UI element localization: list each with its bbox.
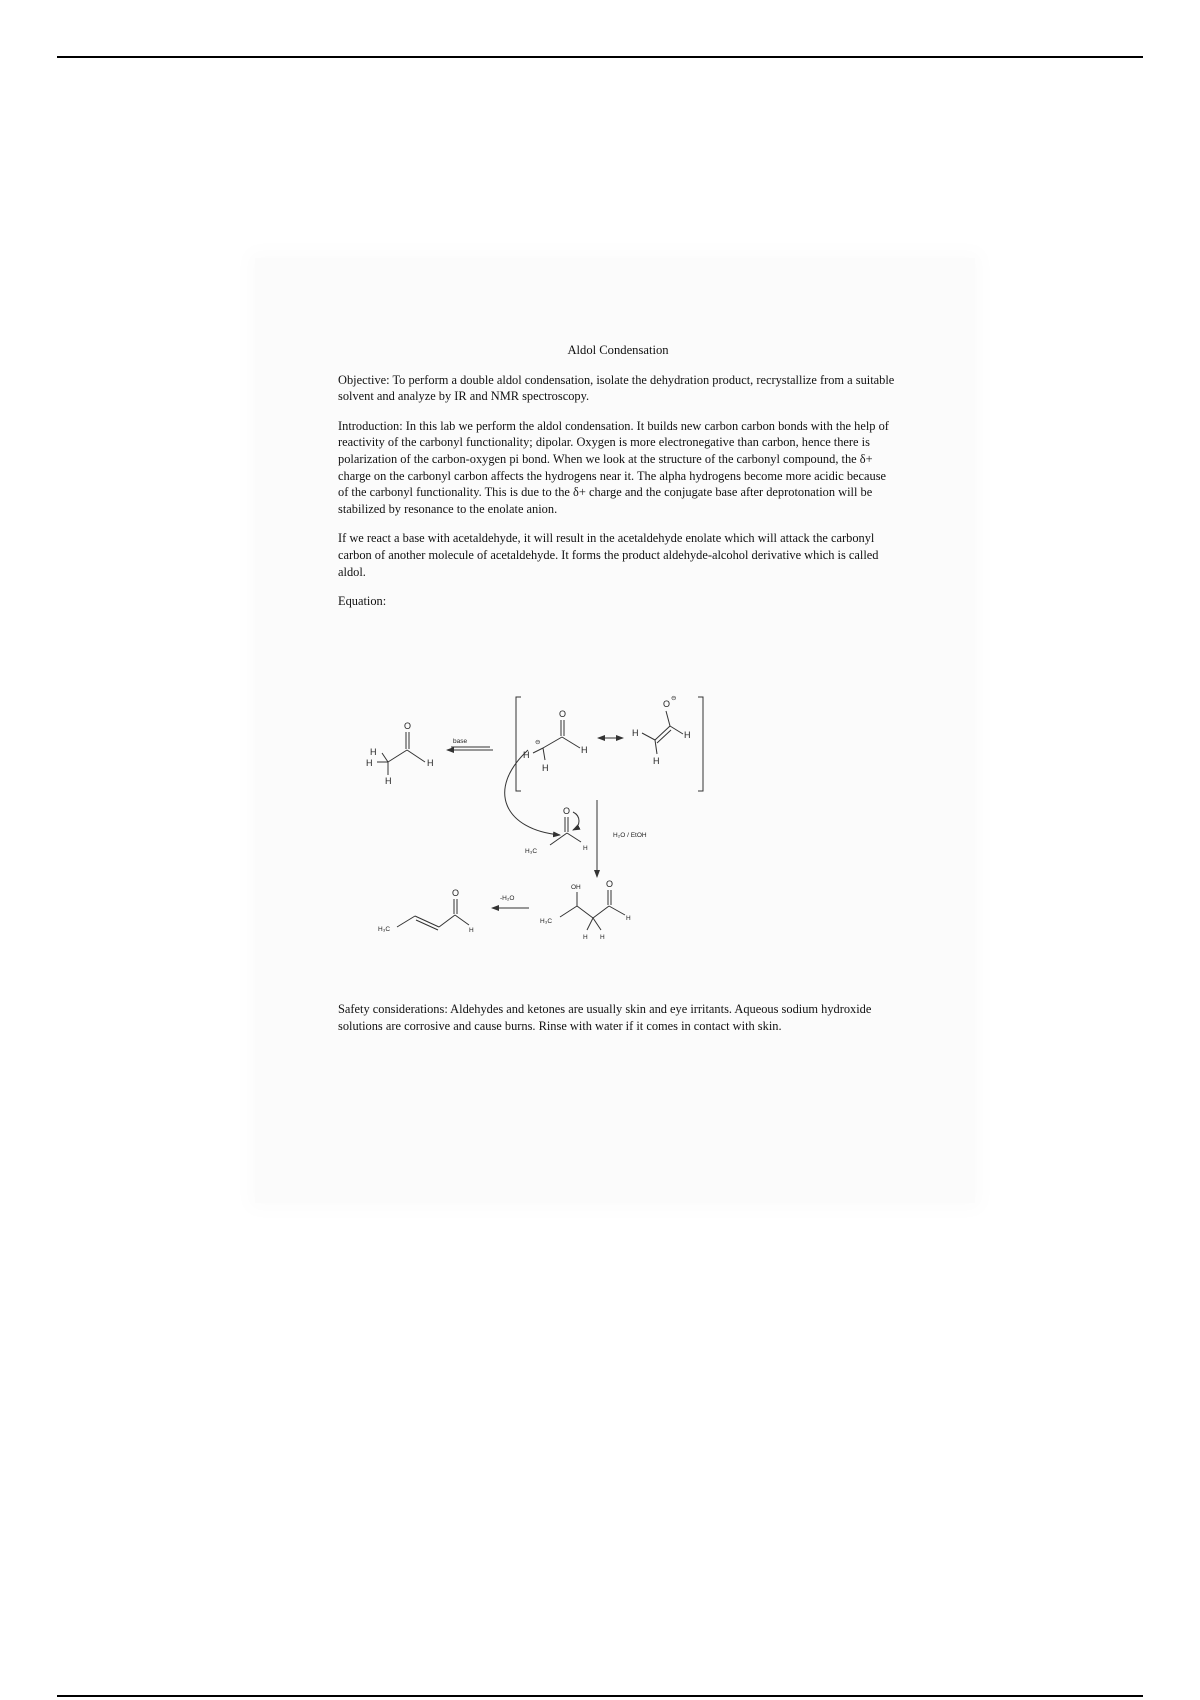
document-body <box>338 342 898 610</box>
acetaldehyde-structure <box>366 721 434 786</box>
introduction-paragraph: Introduction: In this lab we perform the aldol condensation. It builds new carbon carbon bonds with the help of reactivity of the carbonyl functionality; dipolar. Oxygen is more electronegative than carbon, hence there is polarization of the carbon-oxygen pi bond. When we look at the structure of the carbonyl compound, the δ+ charge on the carbonyl carbon affects the hydrogens near it. The alpha hydrogens become more acidic because of the carbonyl functionality. This is due to the δ+ charge and the conjugate base after deprotonation will be stabilized by resonance to the enolate anion. <box>338 418 889 516</box>
footer-rule <box>57 1695 1143 1697</box>
svg-text:H₂O / EtOH: H₂O / EtOH <box>613 832 647 839</box>
svg-text:O: O <box>404 721 412 731</box>
svg-text:H: H <box>684 730 691 740</box>
nucleophilic-attack-arrow <box>505 750 560 835</box>
electron-push-arrow <box>573 812 579 830</box>
svg-text:⊖: ⊖ <box>535 739 541 746</box>
base-arrow <box>447 738 493 750</box>
svg-text:H: H <box>583 845 588 852</box>
solvent-arrow <box>597 800 647 877</box>
svg-text:O: O <box>563 806 571 816</box>
svg-text:H: H <box>469 927 474 934</box>
svg-text:H: H <box>581 745 588 755</box>
mechanism-paragraph: If we react a base with acetaldehyde, it will result in the acetaldehyde enolate which will attack the carbonyl carbon of another molecule of acetaldehyde. It forms the product aldehyde-alcohol derivative which is called aldol. <box>338 531 879 579</box>
svg-text:H: H <box>542 763 549 773</box>
svg-text:O: O <box>606 879 614 889</box>
svg-text:O: O <box>559 709 567 719</box>
svg-text:O: O <box>452 888 460 898</box>
aldol-product-structure <box>540 879 631 941</box>
svg-text:H: H <box>370 747 377 757</box>
crotonaldehyde-structure <box>378 888 474 934</box>
svg-text:H: H <box>632 728 639 738</box>
safety-paragraph: Safety considerations: Aldehydes and ketones are usually skin and eye irritants. Aqueous sodium hydroxide solutions are corrosive and cause burns. Rinse with water if it comes in contact with skin. <box>338 1002 872 1033</box>
header-rule <box>57 56 1143 58</box>
enolate-oxyanion-structure <box>632 695 691 766</box>
svg-text:H₃C: H₃C <box>525 848 538 855</box>
svg-text:H: H <box>385 776 392 786</box>
document-title: Aldol Condensation <box>567 343 669 357</box>
svg-text:-H₂O: -H₂O <box>500 895 515 902</box>
svg-text:H: H <box>427 758 434 768</box>
svg-text:base: base <box>453 738 468 745</box>
enolate-carbanion-structure <box>523 709 588 773</box>
svg-text:O: O <box>663 699 671 709</box>
svg-text:H: H <box>583 934 588 941</box>
equation-label: Equation: <box>338 594 387 609</box>
svg-text:H: H <box>653 756 660 766</box>
svg-text:H: H <box>600 934 605 941</box>
svg-text:H: H <box>366 758 373 768</box>
svg-text:OH: OH <box>571 884 581 891</box>
aldol-reaction-scheme <box>355 680 735 950</box>
svg-text:⊖: ⊖ <box>671 695 677 702</box>
svg-text:H₃C: H₃C <box>378 926 391 933</box>
dehydration-arrow <box>492 895 529 908</box>
svg-text:H₃C: H₃C <box>540 918 553 925</box>
svg-text:H: H <box>626 915 631 922</box>
resonance-brackets <box>516 697 703 791</box>
second-acetaldehyde-structure <box>525 806 588 855</box>
objective-paragraph: Objective: To perform a double aldol condensation, isolate the dehydration product, recrystallize from a suitable solvent and analyze by IR and NMR spectroscopy. <box>338 372 895 404</box>
svg-text:H: H <box>523 750 530 760</box>
